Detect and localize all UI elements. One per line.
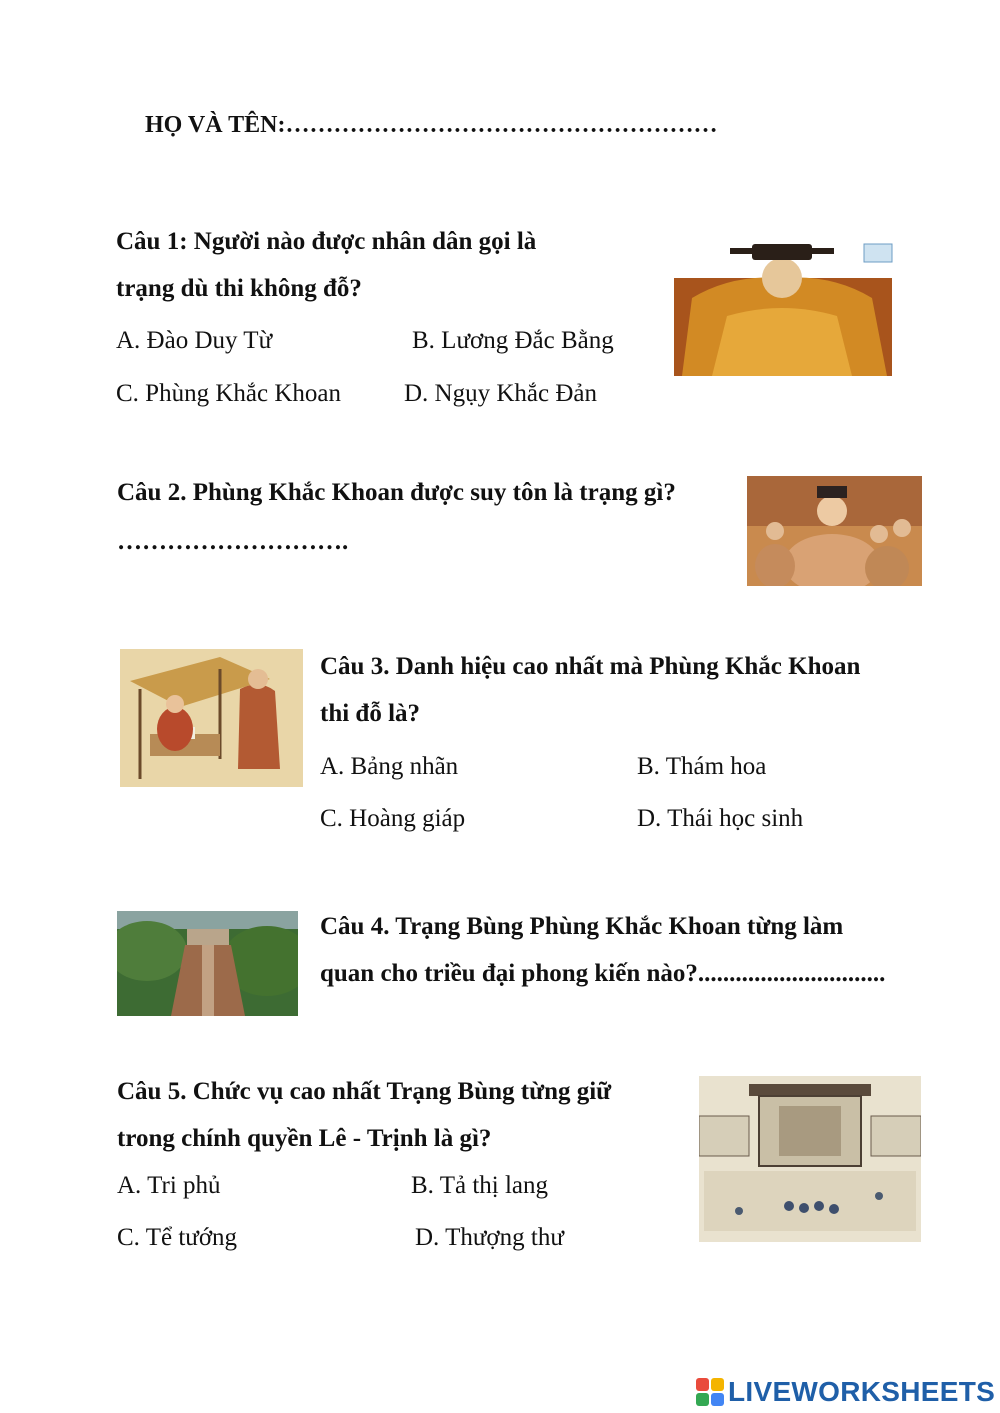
question-1-option-d[interactable]: D. Ngụy Khắc Đản: [404, 380, 598, 407]
exam-scene-illustration: [120, 649, 303, 787]
question-1-option-c[interactable]: C. Phùng Khắc Khoan: [116, 380, 341, 407]
question-3-line-1: Câu 3. Danh hiệu cao nhất mà Phùng Khắc Khoan: [320, 653, 861, 680]
portrait-image: [672, 238, 894, 376]
liveworksheets-logo-icon: [696, 1378, 724, 1406]
question-4-line-1: Câu 4. Trạng Bùng Phùng Khắc Khoan từng làm: [320, 913, 844, 940]
question-4-line-2[interactable]: quan cho triều đại phong kiến nào?..............................: [320, 960, 886, 987]
question-3-line-2: thi đỗ là?: [320, 700, 421, 727]
question-3-option-b[interactable]: B. Thám hoa: [637, 753, 767, 780]
temple-aerial-photo: [117, 911, 298, 1016]
question-3-option-d[interactable]: D. Thái học sinh: [637, 805, 804, 832]
question-5-option-a[interactable]: A. Tri phủ: [117, 1172, 221, 1199]
question-3-option-a[interactable]: A. Bảng nhãn: [320, 753, 459, 780]
court-painting: [699, 1076, 921, 1242]
question-5-option-d[interactable]: D. Thượng thư: [415, 1224, 564, 1251]
question-1-option-b[interactable]: B. Lương Đắc Bằng: [412, 327, 614, 354]
question-5-option-c[interactable]: C. Tể tướng: [117, 1224, 238, 1251]
scholars-illustration: [747, 476, 922, 586]
question-5-line-1: Câu 5. Chức vụ cao nhất Trạng Bùng từng giữ: [117, 1078, 612, 1105]
question-2-answer-blank[interactable]: ……………………….: [117, 528, 349, 555]
question-1-line-2: trạng dù thi không đỗ?: [116, 275, 362, 302]
question-5-line-2: trong chính quyền Lê - Trịnh là gì?: [117, 1125, 492, 1152]
liveworksheets-logo: [696, 1376, 995, 1408]
question-2-line-1: Câu 2. Phùng Khắc Khoan được suy tôn là trạng gì?: [117, 479, 676, 506]
name-field-label: HỌ VÀ TÊN:………………………………………………: [145, 112, 718, 138]
question-3-option-c[interactable]: C. Hoàng giáp: [320, 805, 466, 832]
question-1-line-1: Câu 1: Người nào được nhân dân gọi là: [116, 228, 537, 255]
question-5-option-b[interactable]: B. Tả thị lang: [411, 1172, 549, 1199]
liveworksheets-brand-text: LIVEWORKSHEETS: [728, 1376, 996, 1407]
question-1-option-a[interactable]: A. Đào Duy Từ: [116, 327, 273, 354]
